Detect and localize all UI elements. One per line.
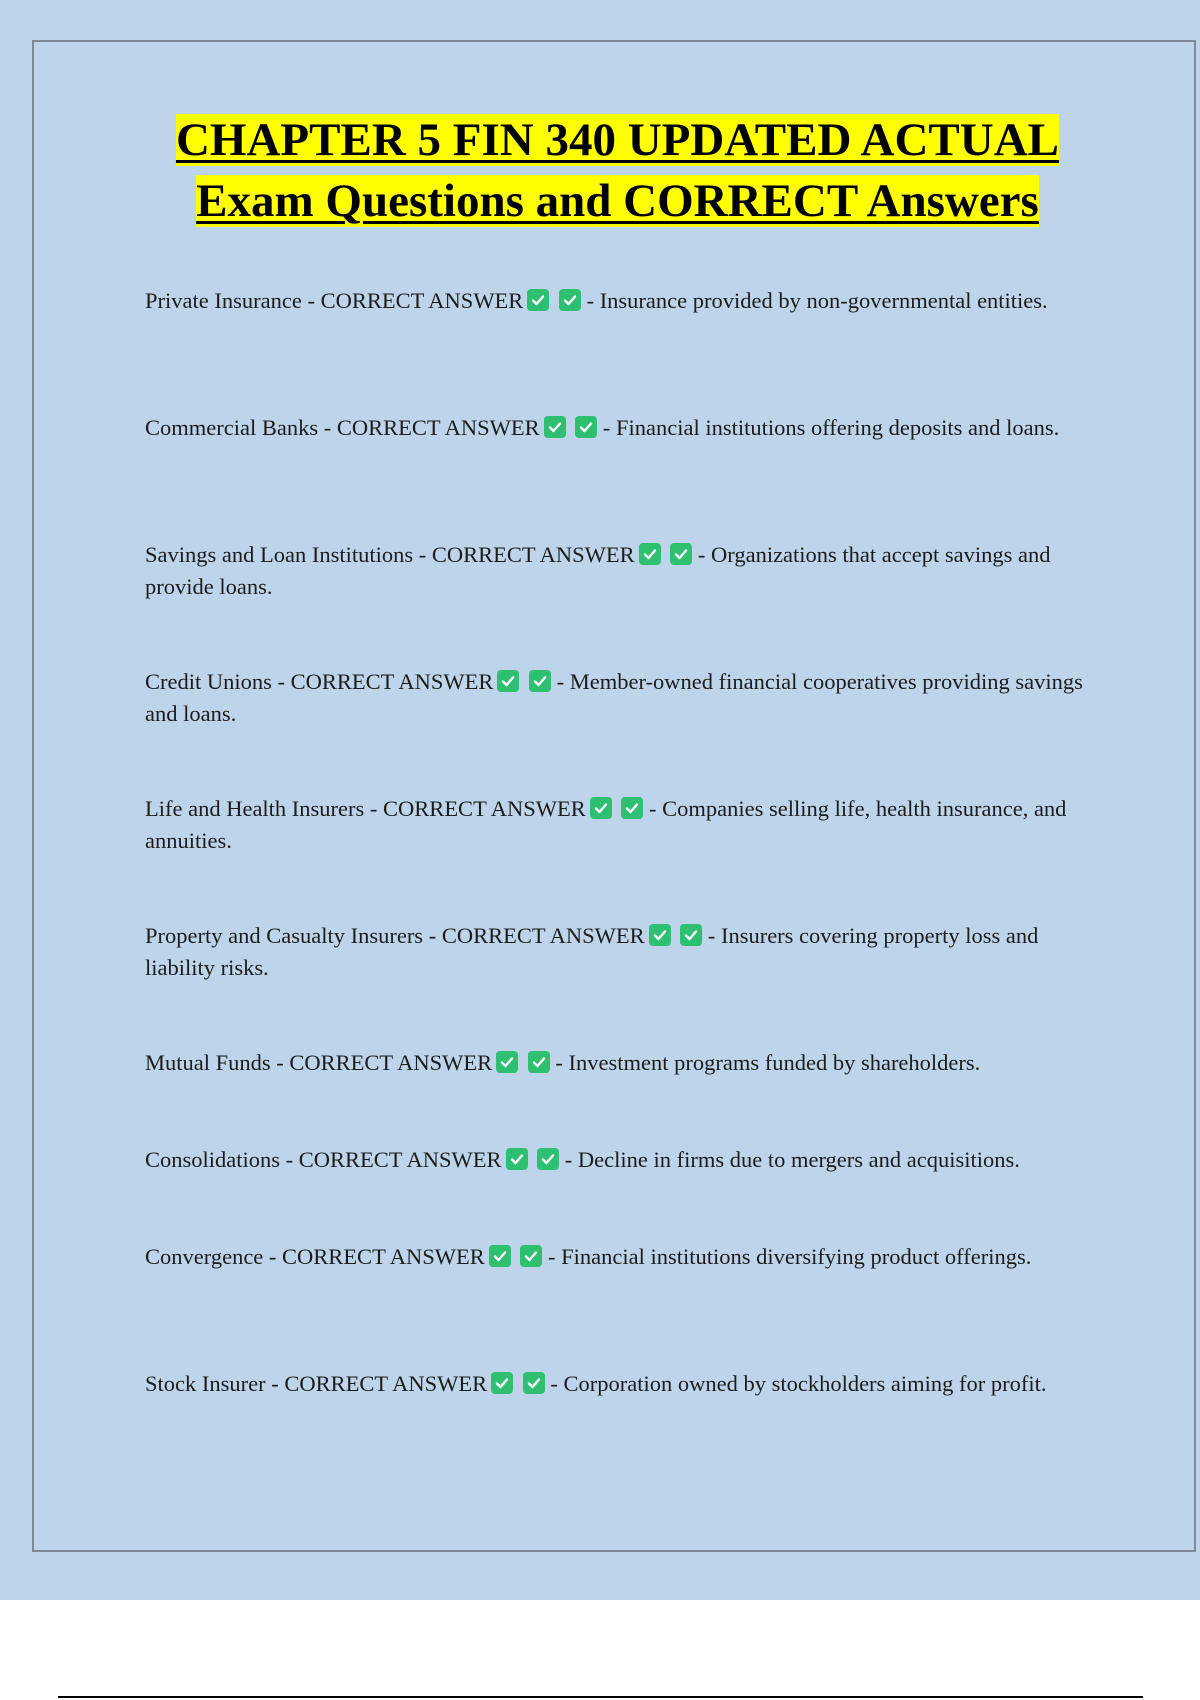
qa-term: Life and Health Insurers (145, 796, 365, 821)
qa-term: Property and Casualty Insurers (145, 923, 424, 948)
qa-label: CORRECT ANSWER (441, 923, 645, 948)
qa-definition: Companies selling life, health insurance, and annuities. (145, 796, 1067, 853)
check-mark-button-icon (621, 797, 643, 819)
check-mark-button-icon (527, 289, 549, 311)
check-mark-button-icon (649, 924, 671, 946)
qa-label: CORRECT ANSWER (383, 796, 586, 821)
document-title (100, 110, 1135, 232)
qa-item: Mutual Funds - CORRECT ANSWER - Investment programs funded by shareholders. (145, 1050, 981, 1075)
check-mark-button-icon (639, 543, 661, 565)
check-mark-button-icon (529, 670, 551, 692)
qa-term: Credit Unions (145, 669, 272, 694)
check-mark-button-icon (680, 924, 702, 946)
check-mark-button-icon (506, 1148, 528, 1170)
qa-definition: Financial institutions diversifying product offerings. (561, 1244, 1032, 1269)
qa-item: Credit Unions - CORRECT ANSWER - Member-owned financial cooperatives providing savings and loans. (145, 669, 1083, 726)
qa-term: Commercial Banks (145, 415, 319, 440)
check-mark-button-icon (559, 289, 581, 311)
qa-item: Commercial Banks - CORRECT ANSWER - Financial institutions offering deposits and loans. (145, 415, 1060, 440)
qa-label: CORRECT ANSWER (284, 1371, 488, 1396)
qa-label: CORRECT ANSWER (298, 1147, 502, 1172)
qa-item: Property and Casualty Insurers - CORRECT ANSWER - Insurers covering property loss and liability risks. (145, 923, 1039, 980)
qa-definition: Insurers covering property loss and liability risks. (145, 923, 1039, 980)
qa-term: Convergence (145, 1244, 264, 1269)
check-mark-button-icon (491, 1372, 513, 1394)
qa-label: CORRECT ANSWER (336, 415, 540, 440)
check-mark-button-icon (520, 1245, 542, 1267)
qa-label: CORRECT ANSWER (282, 1244, 485, 1269)
qa-term: Stock Insurer (145, 1371, 266, 1396)
check-mark-button-icon (496, 1051, 518, 1073)
qa-item: Stock Insurer - CORRECT ANSWER - Corporation owned by stockholders aiming for profit. (145, 1371, 1047, 1396)
qa-term: Consolidations (145, 1147, 281, 1172)
qa-term: Private Insurance (145, 288, 302, 313)
check-mark-button-icon (497, 670, 519, 692)
qa-definition: Organizations that accept savings and provide loans. (145, 542, 1051, 599)
qa-term: Mutual Funds (145, 1050, 271, 1075)
qa-item: Convergence - CORRECT ANSWER - Financial institutions diversifying product offerings. (145, 1244, 1032, 1269)
qa-label: CORRECT ANSWER (290, 669, 494, 694)
qa-definition: Corporation owned by stockholders aiming for profit. (563, 1371, 1047, 1396)
qa-label: CORRECT ANSWER (289, 1050, 493, 1075)
qa-definition: Member-owned financial cooperatives providing savings and loans. (145, 669, 1083, 726)
qa-item: Life and Health Insurers - CORRECT ANSWER - Companies selling life, health insurance, and annuities. (145, 796, 1067, 853)
qa-label: CORRECT ANSWER (431, 542, 635, 567)
qa-definition: Investment programs funded by shareholders. (568, 1050, 981, 1075)
qa-item: Private Insurance - CORRECT ANSWER - Insurance provided by non-governmental entities. (145, 288, 1048, 313)
check-mark-button-icon (537, 1148, 559, 1170)
qa-definition: Insurance provided by non-governmental entities. (599, 288, 1048, 313)
footer-divider (58, 1696, 1143, 1698)
check-mark-button-icon (528, 1051, 550, 1073)
qa-item: Savings and Loan Institutions - CORRECT ANSWER - Organizations that accept savings and provide loans. (145, 542, 1051, 599)
title-line-2: Exam Questions and CORRECT Answers (196, 175, 1039, 227)
qa-term: Savings and Loan Institutions (145, 542, 414, 567)
check-mark-button-icon (523, 1372, 545, 1394)
check-mark-button-icon (544, 416, 566, 438)
check-mark-button-icon (489, 1245, 511, 1267)
qa-label: CORRECT ANSWER (320, 288, 524, 313)
title-line-1: CHAPTER 5 FIN 340 UPDATED ACTUAL (175, 114, 1060, 166)
check-mark-button-icon (670, 543, 692, 565)
check-mark-button-icon (590, 797, 612, 819)
qa-definition: Decline in firms due to mergers and acquisitions. (577, 1147, 1020, 1172)
check-mark-button-icon (575, 416, 597, 438)
qa-item: Consolidations - CORRECT ANSWER - Decline in firms due to mergers and acquisitions. (145, 1147, 1020, 1172)
qa-definition: Financial institutions offering deposits and loans. (615, 415, 1060, 440)
